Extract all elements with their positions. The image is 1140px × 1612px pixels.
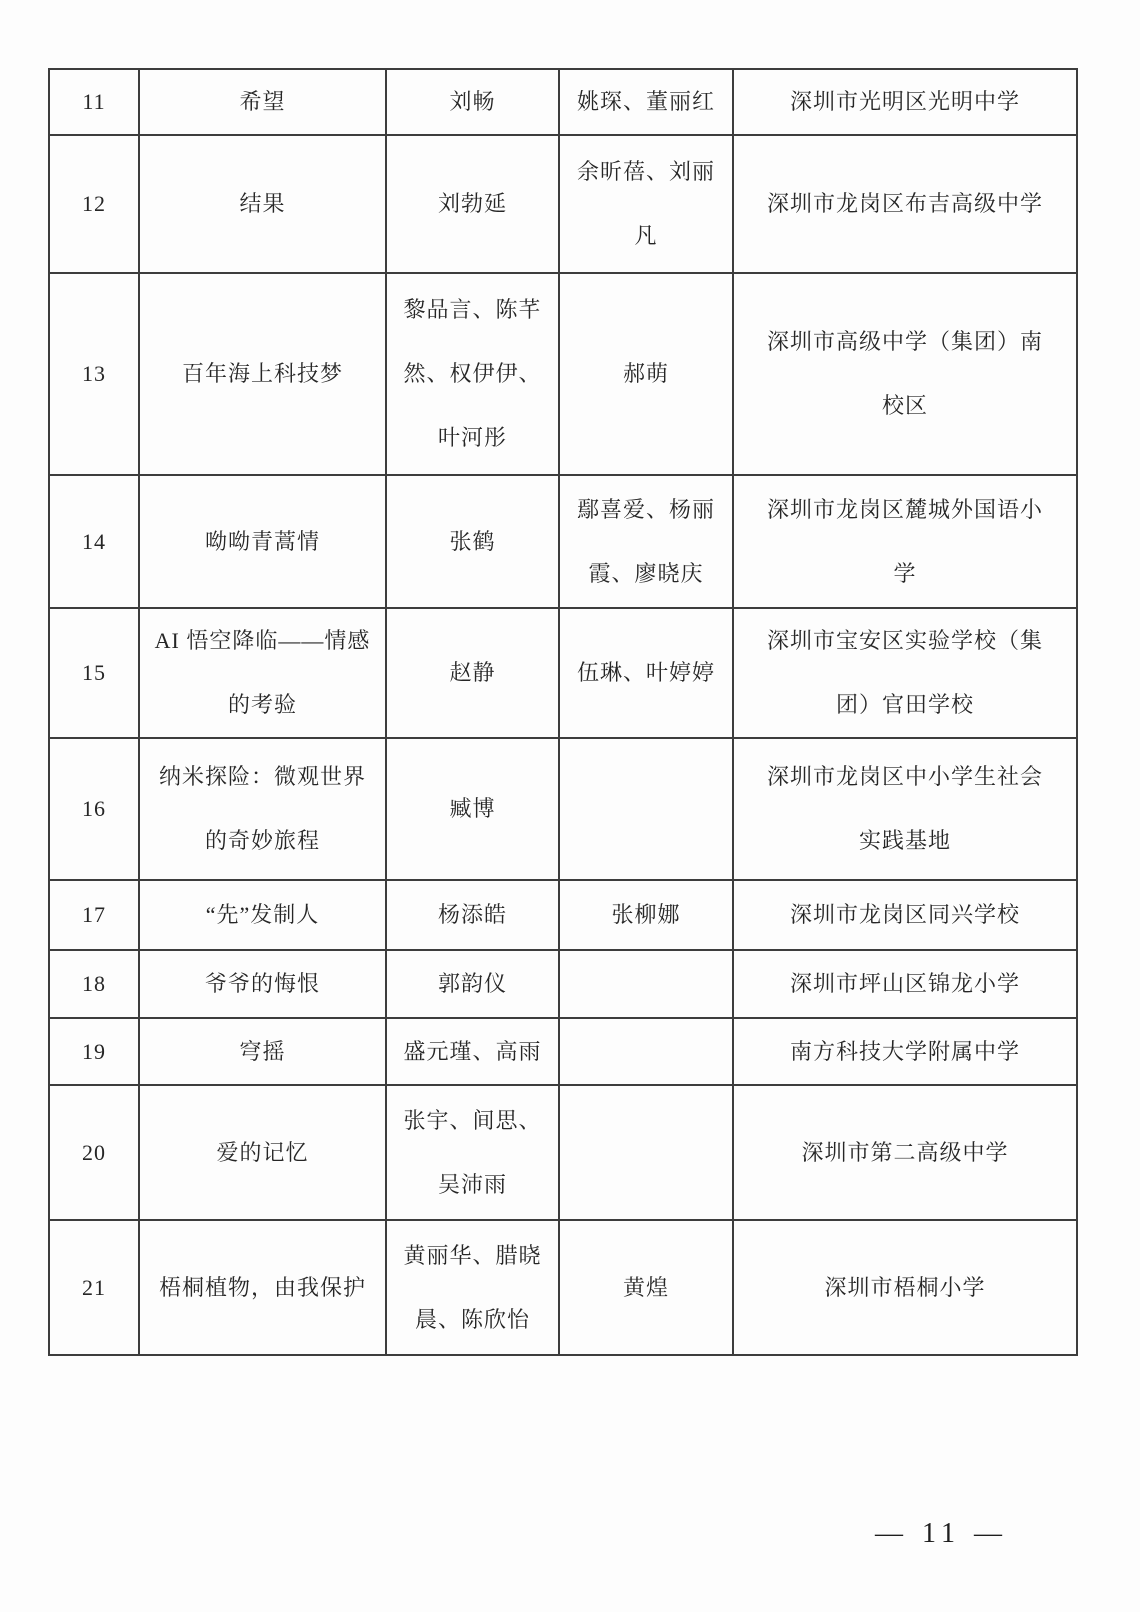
cell-school: 深圳市龙岗区中小学生社会实践基地 [733,738,1077,880]
cell-title: 结果 [139,135,386,273]
cell-index: 17 [49,880,139,950]
cell-index: 15 [49,608,139,738]
table-row [49,135,1077,273]
cell-school: 深圳市龙岗区布吉高级中学 [733,135,1077,273]
cell-index: 16 [49,738,139,880]
cell-authors: 黎品言、陈芊然、权伊伊、叶河彤 [386,273,559,475]
cell-school: 深圳市第二高级中学 [733,1085,1077,1220]
cell-school: 深圳市宝安区实验学校（集团）官田学校 [733,608,1077,738]
entries-table [48,68,1078,1356]
cell-index: 19 [49,1018,139,1085]
table-row [49,1018,1077,1085]
table-row [49,880,1077,950]
cell-title: 爷爷的悔恨 [139,950,386,1018]
cell-instructors: 伍琳、叶婷婷 [559,608,733,738]
cell-authors: 黄丽华、腊晓晨、陈欣怡 [386,1220,559,1355]
cell-instructors: 鄢喜爱、杨丽霞、廖晓庆 [559,475,733,608]
cell-title: 纳米探险：微观世界的奇妙旅程 [139,738,386,880]
cell-title: AI 悟空降临——情感的考验 [139,608,386,738]
cell-school: 深圳市高级中学（集团）南校区 [733,273,1077,475]
cell-title: 爱的记忆 [139,1085,386,1220]
cell-authors: 张宇、间思、吴沛雨 [386,1085,559,1220]
table-row [49,1220,1077,1355]
cell-authors: 臧博 [386,738,559,880]
table-row [49,69,1077,135]
cell-instructors [559,738,733,880]
cell-index: 13 [49,273,139,475]
table-row [49,273,1077,475]
table-row [49,475,1077,608]
cell-authors: 刘勃延 [386,135,559,273]
page-number: — 11 — [875,1518,1008,1549]
table-row [49,608,1077,738]
cell-title: 梧桐植物，由我保护 [139,1220,386,1355]
cell-title: 百年海上科技梦 [139,273,386,475]
cell-authors: 郭韵仪 [386,950,559,1018]
cell-instructors: 姚琛、董丽红 [559,69,733,135]
cell-instructors [559,1018,733,1085]
cell-school: 深圳市光明区光明中学 [733,69,1077,135]
cell-index: 18 [49,950,139,1018]
cell-index: 14 [49,475,139,608]
cell-title: 呦呦青蒿情 [139,475,386,608]
cell-instructors: 黄煌 [559,1220,733,1355]
cell-title: “先”发制人 [139,880,386,950]
cell-index: 20 [49,1085,139,1220]
table-row [49,1085,1077,1220]
cell-authors: 刘畅 [386,69,559,135]
cell-school: 深圳市梧桐小学 [733,1220,1077,1355]
cell-instructors [559,1085,733,1220]
cell-title: 希望 [139,69,386,135]
cell-school: 深圳市龙岗区麓城外国语小学 [733,475,1077,608]
cell-index: 11 [49,69,139,135]
cell-authors: 张鹤 [386,475,559,608]
table-row [49,738,1077,880]
cell-authors: 杨添皓 [386,880,559,950]
cell-instructors: 郝萌 [559,273,733,475]
cell-school: 南方科技大学附属中学 [733,1018,1077,1085]
cell-school: 深圳市坪山区锦龙小学 [733,950,1077,1018]
cell-authors: 盛元瑾、高雨 [386,1018,559,1085]
table-row [49,950,1077,1018]
entries-table-body [49,69,1077,1355]
cell-school: 深圳市龙岗区同兴学校 [733,880,1077,950]
cell-index: 21 [49,1220,139,1355]
cell-instructors: 余昕蓓、刘丽凡 [559,135,733,273]
cell-authors: 赵静 [386,608,559,738]
cell-instructors [559,950,733,1018]
cell-title: 穹摇 [139,1018,386,1085]
cell-instructors: 张柳娜 [559,880,733,950]
cell-index: 12 [49,135,139,273]
